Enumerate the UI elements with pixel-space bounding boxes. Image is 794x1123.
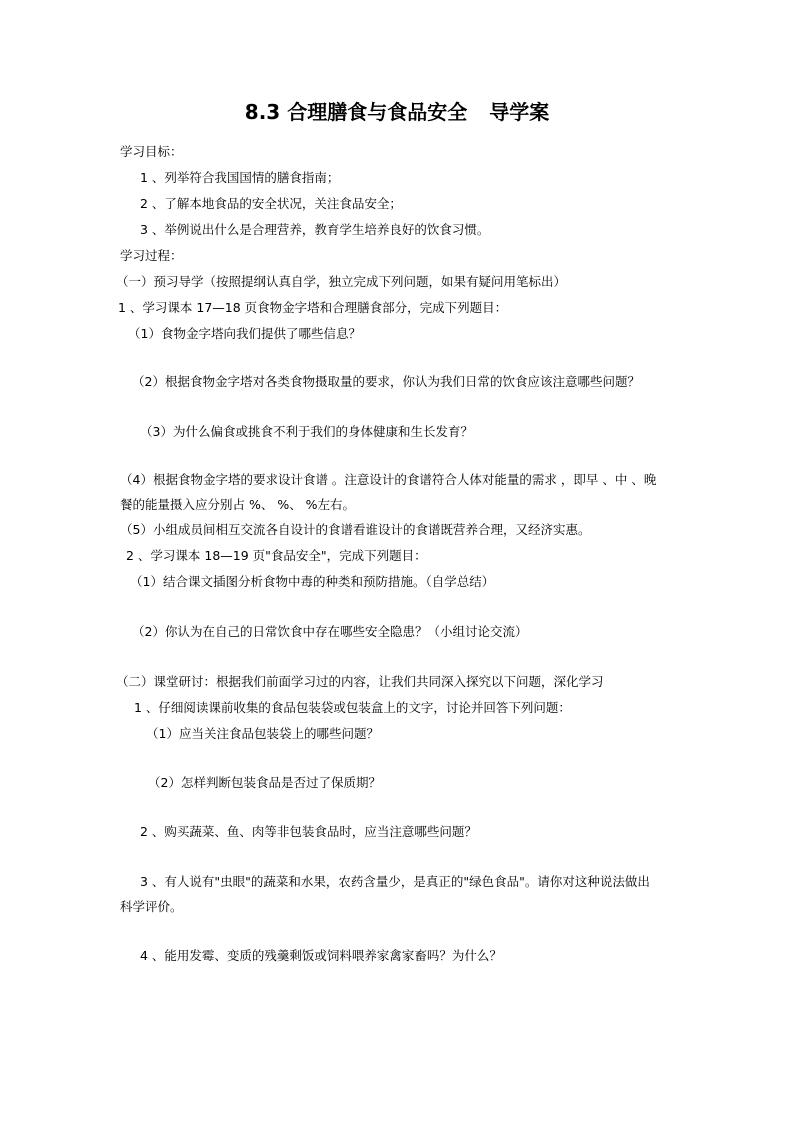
part2-item-1: 1 、仔细阅读课前收集的食品包装袋或包装盒上的文字，讨论并回答下列问题： bbox=[134, 700, 571, 715]
process-heading: 学习过程： bbox=[120, 248, 183, 263]
part2-item-4: 4 、能用发霉、变质的残羹剩饭或饲料喂养家禽家畜吗？为什么？ bbox=[140, 948, 502, 963]
part2-item-3-line1: 3 、有人说有"虫眼"的蔬菜和水果，农药含量少，是真正的"绿色食品"。请你对这种说法做出 bbox=[140, 874, 650, 889]
part2-item-3-line2: 科学评价。 bbox=[120, 899, 183, 914]
part2-heading: （二）课堂研讨：根据我们前面学习过的内容，让我们共同深入探究以下问题，深化学习 bbox=[116, 674, 604, 689]
part1-heading: （一）预习导学（按照提纲认真自学，独立完成下列问题，如果有疑问用笔标出） bbox=[116, 274, 567, 289]
title-main: 8.3 合理膳食与食品安全 bbox=[244, 100, 468, 124]
part2-item-1-question-1: （1）应当关注食品包装袋上的哪些问题？ bbox=[146, 726, 379, 741]
objective-item-1: 1 、列举符合我国国情的膳食指南； bbox=[140, 170, 340, 185]
part1-task1: 1 、学习课本 17—18 页食物金字塔和合理膳食部分，完成下列题目： bbox=[118, 300, 508, 315]
objectives-heading: 学习目标： bbox=[120, 144, 183, 159]
task1-question-1: （1）食物金字塔向我们提供了哪些信息？ bbox=[128, 326, 361, 341]
task1-question-5: （5）小组成员间相互交流各自设计的食谱看谁设计的食谱既营养合理，又经济实惠。 bbox=[120, 522, 591, 537]
task1-question-4-line1: （4）根据食物金字塔的要求设计食谱 。注意设计的食谱符合人体对能量的需求 ，即早 、中 、晚 bbox=[120, 472, 657, 487]
part1-task2: 2 、学习课本 18—19 页"食品安全"，完成下列题目： bbox=[126, 548, 427, 563]
objective-item-2: 2 、了解本地食品的安全状况，关注食品安全； bbox=[140, 196, 402, 211]
task2-question-1: （1）结合课文插图分析食物中毒的种类和预防措施。（自学总结） bbox=[130, 574, 495, 589]
task1-question-4-line2: 餐的能量摄入应分别占 %、 %、 %左右。 bbox=[120, 497, 356, 512]
part2-item-1-question-2: （2）怎样判断包装食品是否过了保质期？ bbox=[148, 775, 381, 790]
task1-question-2: （2）根据食物金字塔对各类食物摄取量的要求，你认为我们日常的饮食应该注意哪些问题？ bbox=[132, 374, 640, 389]
objective-item-3: 3 、举例说出什么是合理营养，教育学生培养良好的饮食习惯。 bbox=[140, 222, 490, 237]
task1-question-3: （3）为什么偏食或挑食不利于我们的身体健康和生长发育？ bbox=[140, 424, 473, 439]
part2-item-2: 2 、购买蔬菜、鱼、肉等非包装食品时，应当注意哪些问题？ bbox=[140, 824, 477, 839]
page-title bbox=[0, 98, 794, 126]
task2-question-2: （2）你认为在自己的日常饮食中存在哪些安全隐患？（小组讨论交流） bbox=[132, 624, 528, 639]
title-suffix: 导学案 bbox=[489, 100, 550, 124]
